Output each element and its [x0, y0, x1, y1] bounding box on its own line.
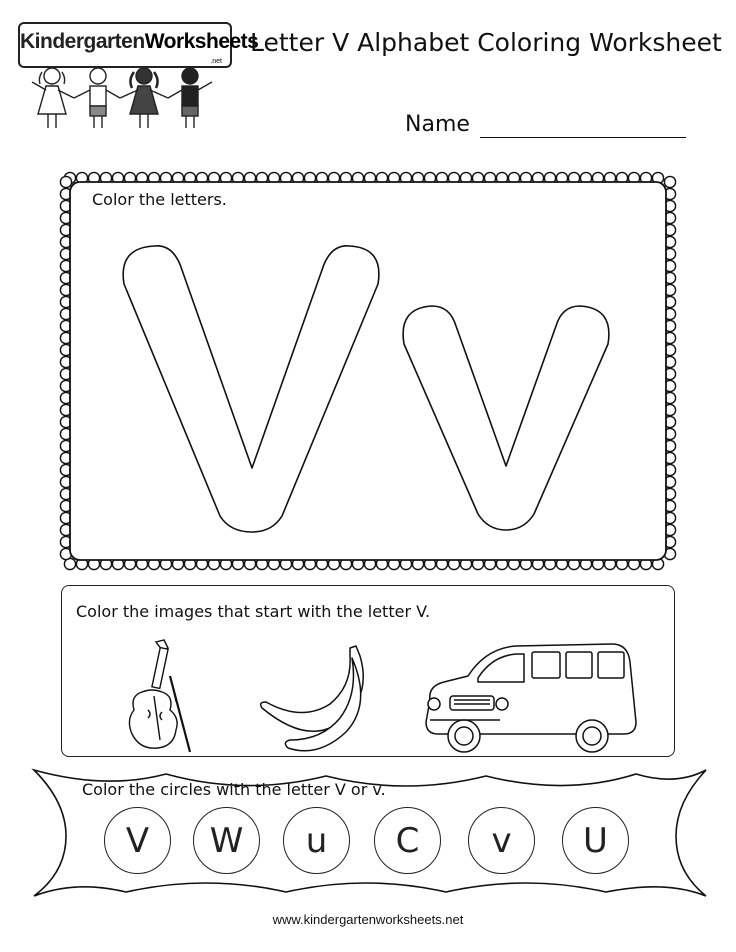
scallop	[60, 176, 71, 187]
letter-circle-5[interactable]: v	[468, 807, 535, 874]
uppercase-v-outline[interactable]	[118, 240, 386, 536]
letter-circle-3[interactable]: u	[283, 807, 350, 874]
logo-text: KindergartenWorksheets	[20, 30, 259, 53]
instruction-color-images: Color the images that start with the letter V.	[76, 602, 431, 621]
banana-icon[interactable]	[256, 644, 372, 756]
letter-circle-2[interactable]: W	[193, 807, 260, 874]
violin-icon[interactable]	[118, 636, 198, 756]
instruction-color-circles: Color the circles with the letter V or v.	[82, 780, 386, 799]
instruction-color-letters: Color the letters.	[92, 190, 227, 209]
name-label: Name	[405, 112, 470, 137]
van-icon[interactable]	[420, 638, 644, 758]
page-title: Letter V Alphabet Coloring Worksheet	[250, 28, 722, 57]
lowercase-v-outline[interactable]	[398, 300, 614, 534]
letter-circle-4[interactable]: C	[374, 807, 441, 874]
kids-illustration-icon	[28, 62, 218, 134]
letter-circle-1[interactable]: V	[104, 807, 171, 874]
letter-circle-6[interactable]: U	[562, 807, 629, 874]
scallop	[664, 176, 675, 187]
footer-url: www.kindergartenworksheets.net	[272, 912, 464, 927]
logo-suffix: .net	[210, 58, 222, 65]
name-line[interactable]	[480, 137, 686, 138]
